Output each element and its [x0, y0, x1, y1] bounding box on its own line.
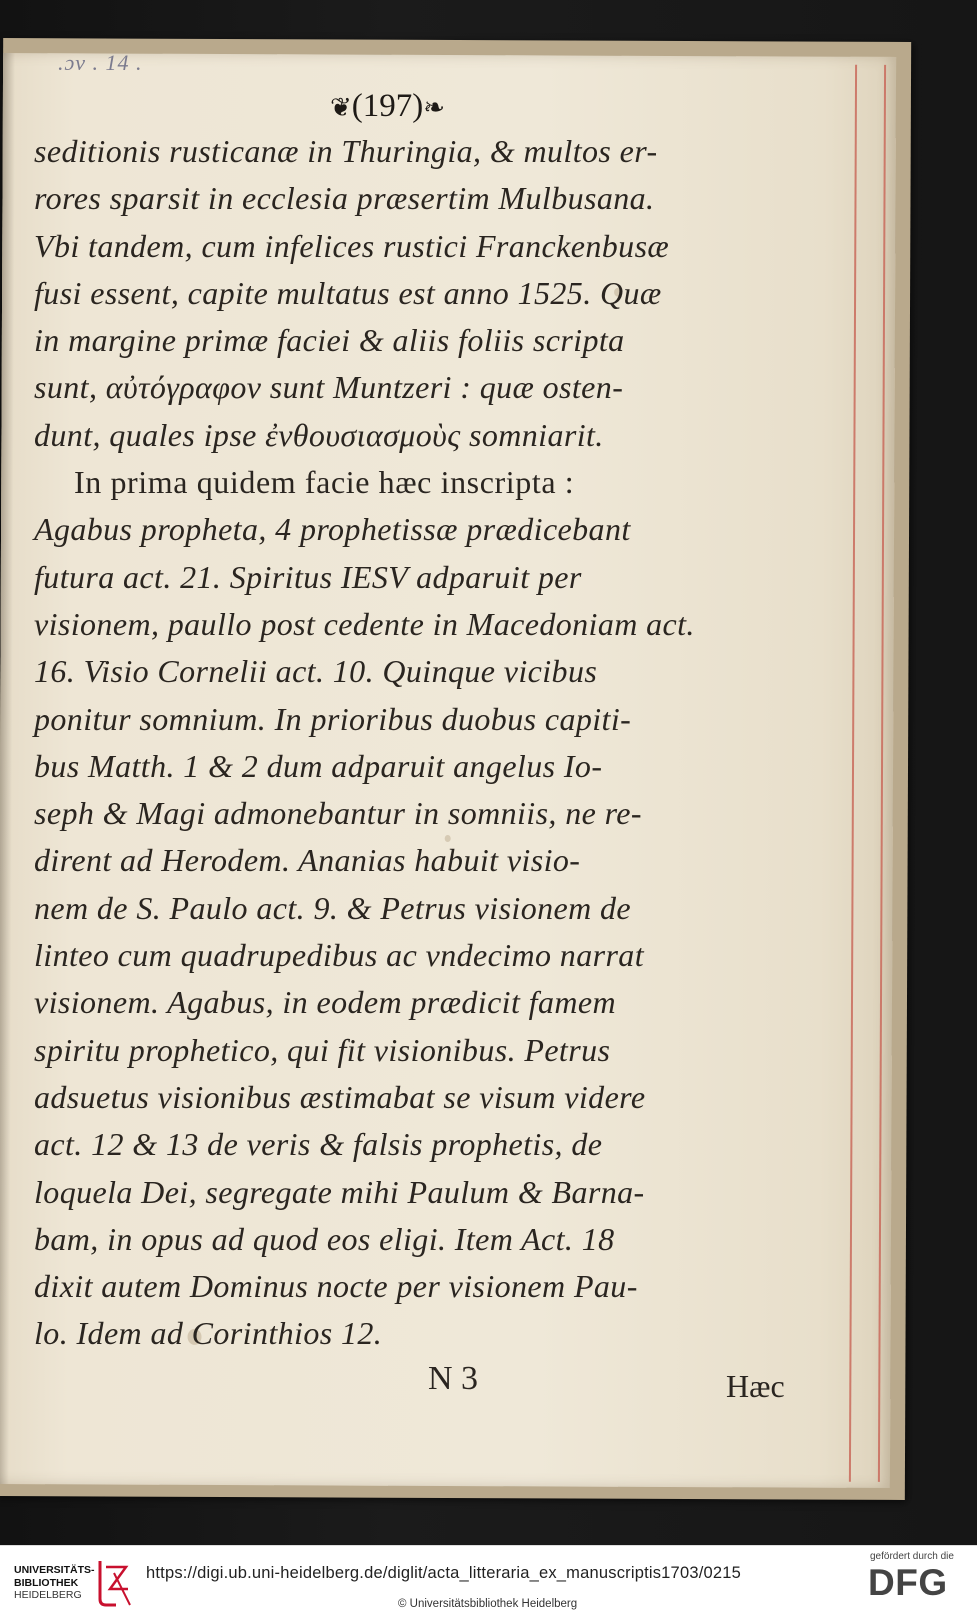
text-line: rores sparsit in ecclesia præsertim Mulbusana.: [34, 180, 655, 217]
text-line: ponitur somnium. In prioribus duobus capiti-: [34, 700, 632, 737]
text-line: futura act. 21. Spiritus IESV adparuit per: [34, 558, 582, 595]
library-name-line: UNIVERSITÄTS-: [14, 1564, 95, 1576]
text-line: seditionis rusticanæ in Thuringia, & multos er-: [34, 133, 658, 169]
text-line: act. 12 & 13 de veris & falsis prophetis, de: [34, 1126, 603, 1163]
text-line: Agabus propheta, 4 prophetissæ prædicebant: [34, 511, 631, 548]
text-line: sunt, αὐτόγραφον sunt Muntzeri : quæ osten-: [34, 369, 624, 406]
permalink-url[interactable]: https://digi.ub.uni-heidelberg.de/diglit/acta_litteraria_ex_manuscriptis1703/0215: [146, 1564, 741, 1582]
ornament-right-icon: ❧: [423, 93, 446, 122]
text-line: adsuetus visionibus æstimabat se visum videre: [34, 1078, 646, 1115]
funding-note: gefördert durch die: [870, 1551, 954, 1562]
text-line: loquela Dei, segregate mihi Paulum & Barna-: [34, 1173, 645, 1210]
text-line: linteo cum quadrupedibus ac vndecimo narrat: [34, 937, 644, 974]
text-line: visionem. Agabus, in eodem prædicit famem: [34, 984, 616, 1021]
text-line: nem de S. Paulo act. 9. & Petrus visionem de: [34, 889, 632, 926]
ub-heidelberg-logo-icon: [96, 1559, 134, 1607]
copyright-notice: © Universitätsbibliothek Heidelberg: [398, 1598, 578, 1610]
text-line: fusi essent, capite multatus est anno 1525. Quæ: [34, 274, 662, 311]
red-edge-rule-outer: [878, 65, 886, 1482]
red-edge-rule: [849, 65, 857, 1482]
text-line: spiritu prophetico, qui fit visionibus. Petrus: [34, 1031, 611, 1068]
library-name-line: BIBLIOTHEK: [14, 1576, 79, 1589]
viewer-footer: [0, 1545, 977, 1619]
text-line: dirent ad Herodem. Ananias habuit visio-: [34, 842, 581, 879]
text-line: lo. Idem ad Corinthios 12.: [34, 1315, 383, 1352]
page-number: (197): [351, 88, 424, 124]
catchword: Hæc: [726, 1368, 785, 1404]
text-line: In prima quidem facie hæc inscripta :: [74, 464, 575, 501]
text-line: 16. Visio Cornelii act. 10. Quinque vicibus: [34, 653, 598, 690]
dfg-logo: DFG: [868, 1562, 948, 1603]
text-line: in margine primæ faciei & aliis foliis scripta: [34, 322, 625, 359]
text-line: bam, in opus ad quod eos eligi. Item Act. 18: [34, 1220, 615, 1257]
text-line: Vbi tandem, cum infelices rustici Franckenbusæ: [34, 227, 670, 264]
handwritten-shelfmark: .ɔv . 14 .: [58, 50, 143, 75]
library-logo-text: [14, 1564, 95, 1602]
text-line: bus Matth. 1 & 2 dum adparuit angelus Io-: [34, 747, 603, 784]
ornament-left-icon: ❦: [330, 93, 352, 122]
text-line: seph & Magi admonebantur in somniis, ne re-: [34, 795, 642, 832]
library-name-line: HEIDELBERG: [14, 1589, 82, 1601]
signature-mark: N 3: [428, 1360, 479, 1397]
text-line: dixit autem Dominus nocte per visionem Pau-: [34, 1268, 638, 1305]
text-line: dunt, quales ipse ἐνθουσιασμοὺς somniarit.: [34, 416, 604, 453]
text-line: visionem, paullo post cedente in Macedoniam act.: [34, 605, 695, 642]
page-header: [330, 88, 445, 125]
body-text: [34, 128, 794, 1358]
